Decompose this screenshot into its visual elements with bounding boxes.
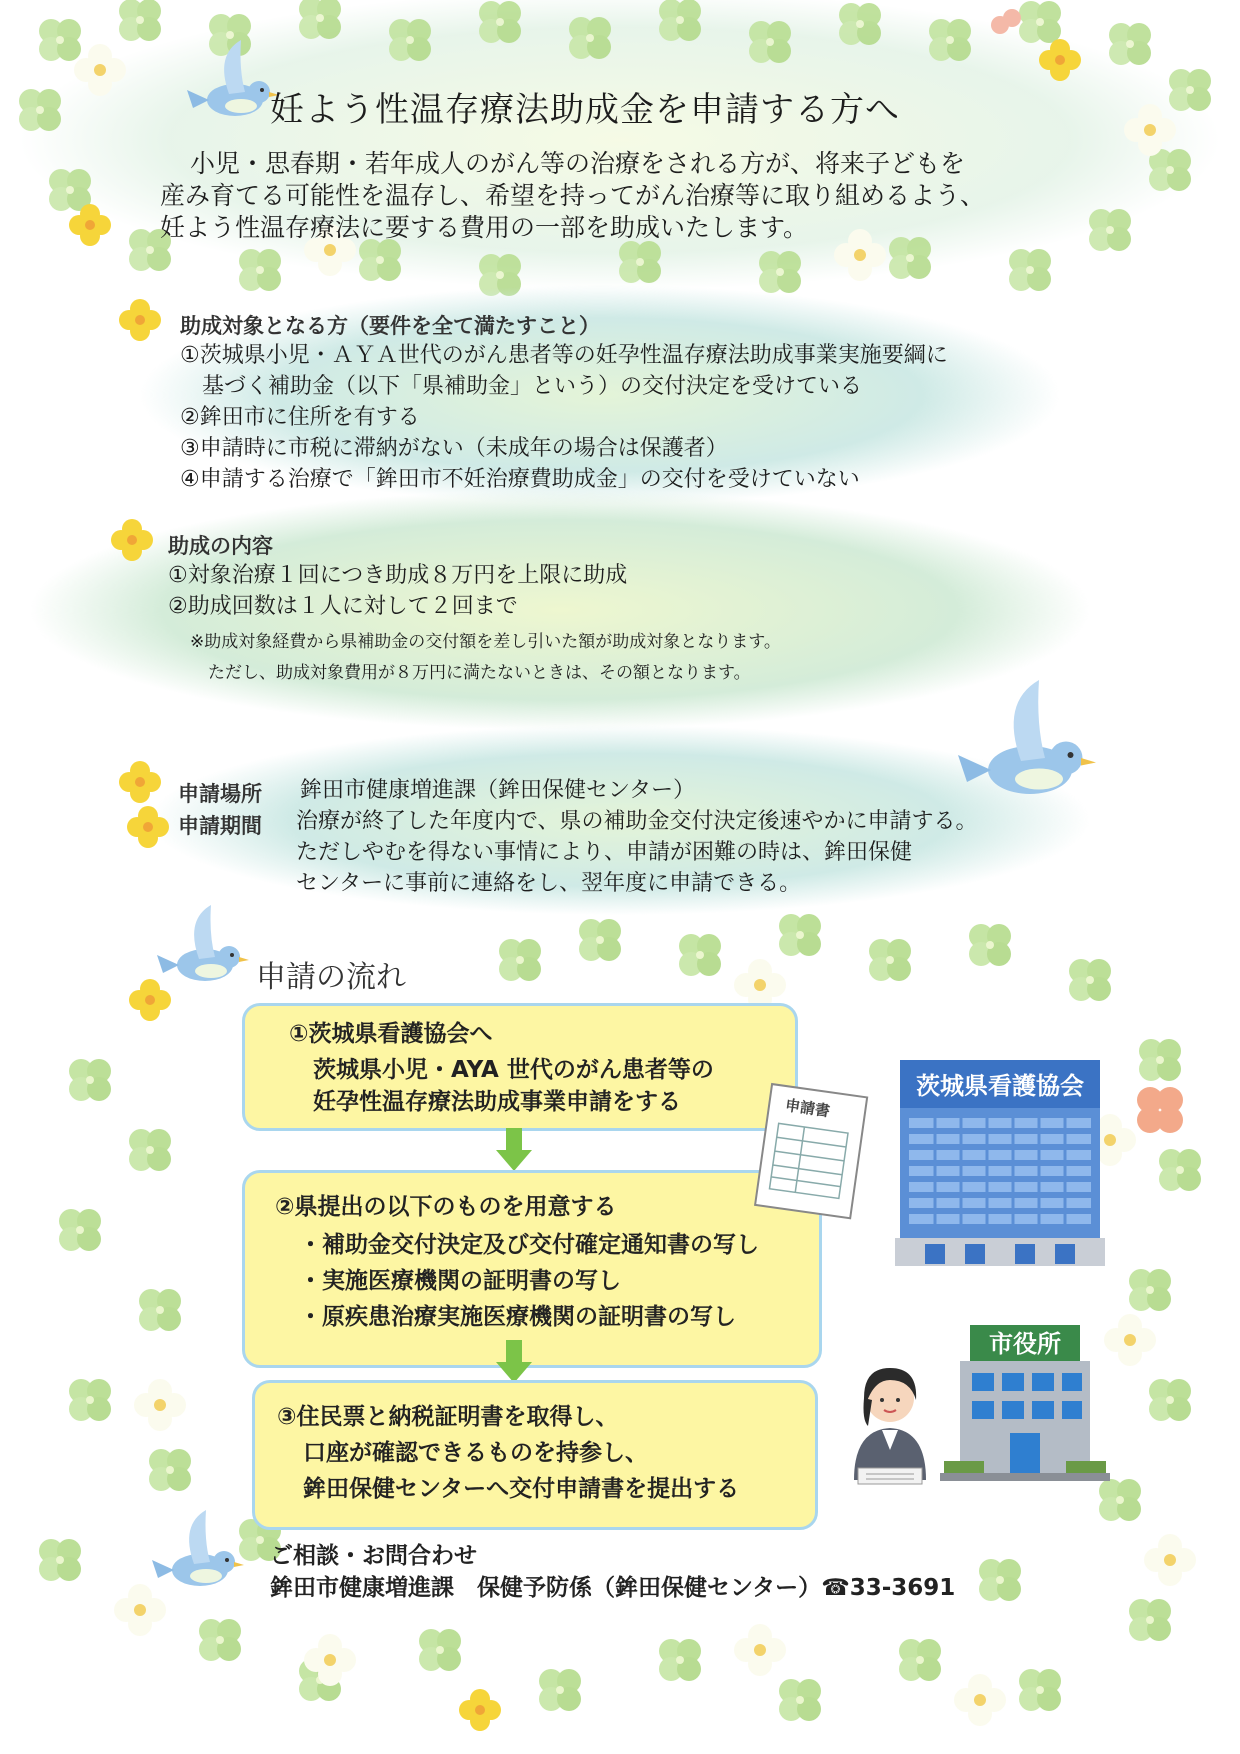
flow-step-2-item: ・補助金交付決定及び交付確定通知書の写し [299, 1232, 759, 1258]
flow-step-3-line: 鉾田保健センターへ交付申請書を提出する [303, 1476, 740, 1502]
eligibility-item: ③申請時に市税に滞納がない（未成年の場合は保護者） [180, 436, 728, 461]
flow-step-3-line: 口座が確認できるものを持参し、 [303, 1440, 648, 1466]
period-line: 治療が終了した年度内で、県の補助金交付決定後速やかに申請する。 [296, 809, 978, 834]
content-list [168, 560, 627, 622]
contact-line: 鉾田市健康増進課 保健予防係（鉾田保健センター）☎33-3691 [270, 1575, 956, 1601]
period-line: ただしやむを得ない事情により、申請が困難の時は、鉾田保健 [296, 840, 913, 865]
flow-step-1-line: ①茨城県看護協会へ [289, 1021, 493, 1047]
content-note: ただし、助成対象費用が８万円に満たないときは、その額となります。 [208, 663, 751, 683]
content-heading: 助成の内容 [168, 534, 273, 558]
content-item: ①対象治療１回につき助成８万円を上限に助成 [168, 563, 628, 588]
eligibility-item: 基づく補助金（以下「県補助金」という）の交付決定を受けている [180, 374, 863, 399]
application-form-icon [745, 1082, 875, 1222]
receptionist-icon [840, 1350, 940, 1490]
city-hall-building-icon [940, 1325, 1110, 1485]
flow-step-3 [252, 1380, 818, 1530]
nursing-building-label: 茨城県看護協会 [916, 1072, 1084, 1100]
eligibility-item: ④申請する治療で「鉾田市不妊治療費助成金」の交付を受けていない [180, 467, 860, 492]
flow-title: 申請の流れ [256, 960, 406, 995]
flow-step-1-line: 妊孕性温存療法助成事業申請をする [313, 1089, 681, 1115]
place-label: 申請場所 [178, 782, 262, 806]
down-arrow-icon [494, 1128, 534, 1172]
nursing-association-building-icon [885, 1060, 1115, 1280]
flow-step-2 [242, 1170, 822, 1368]
contact-heading: ご相談・お問合わせ [270, 1543, 477, 1569]
content-notes [190, 627, 781, 689]
application-form-label: 申請書 [784, 1096, 832, 1121]
flow-step-1 [242, 1003, 798, 1131]
eligibility-item: ②鉾田市に住所を有する [180, 405, 420, 430]
intro-line: 妊よう性温存療法に要する費用の一部を助成いたします。 [160, 213, 809, 242]
period-label: 申請期間 [178, 814, 262, 838]
flow-step-3-line: ③住民票と納税証明書を取得し、 [277, 1404, 619, 1430]
city-hall-label: 市役所 [989, 1330, 1061, 1358]
intro-text [160, 148, 1120, 244]
down-arrow-icon [494, 1340, 534, 1384]
eligibility-heading: 助成対象となる方（要件を全て満たすこと） [180, 314, 600, 338]
flow-step-2-heading: ②県提出の以下のものを用意する [275, 1194, 617, 1220]
content-note: ※助成対象経費から県補助金の交付額を差し引いた額が助成対象となります。 [190, 632, 781, 652]
intro-line: 小児・思春期・若年成人のがん等の治療をされる方が、将来子どもを [190, 149, 966, 178]
contact-info [270, 1540, 955, 1604]
intro-line: 産み育てる可能性を温存し、希望を持ってがん治療等に取り組めるよう、 [160, 181, 986, 210]
place-value: 鉾田市健康増進課（鉾田保健センター） [300, 778, 696, 803]
period-value [296, 806, 978, 899]
eligibility-list [180, 340, 948, 495]
page-title: 妊よう性温存療法助成金を申請する方へ [270, 90, 900, 130]
eligibility-item: ①茨城県小児・ＡＹＡ世代のがん患者等の妊孕性温存療法助成事業実施要綱に [180, 343, 948, 368]
flow-step-2-item: ・実施医療機関の証明書の写し [299, 1268, 621, 1294]
flow-step-2-item: ・原疾患治療実施医療機関の証明書の写し [299, 1304, 736, 1330]
flow-step-1-line: 茨城県小児・AYA 世代のがん患者等の [313, 1057, 714, 1083]
content-item: ②助成回数は１人に対して２回まで [168, 594, 518, 619]
period-line: センターに事前に連絡をし、翌年度に申請できる。 [296, 871, 802, 896]
